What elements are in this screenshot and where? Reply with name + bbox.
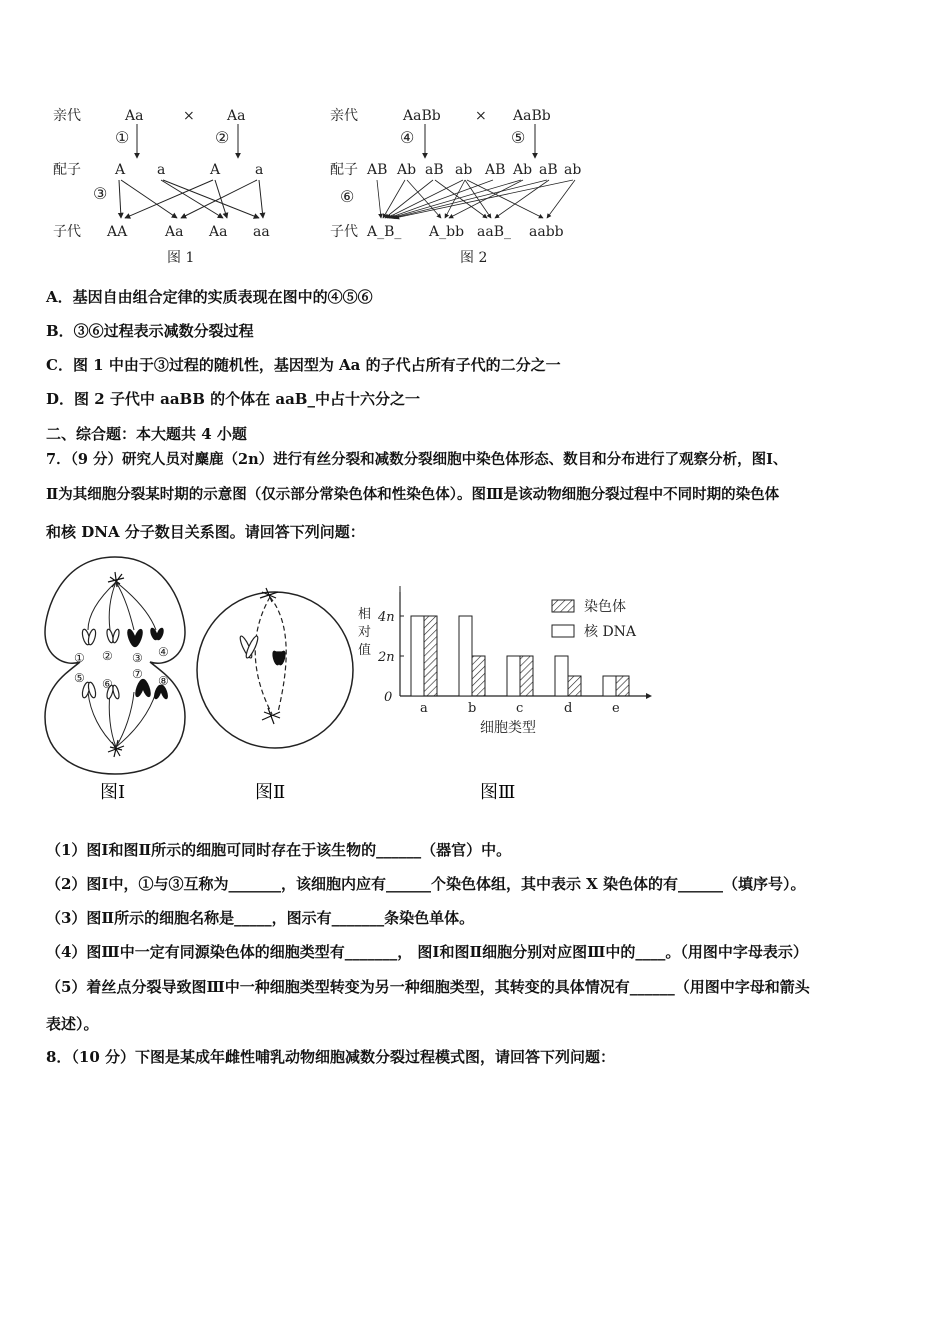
fig2-gamete-1: Ab [397, 162, 417, 178]
bar-dna-d [555, 656, 568, 696]
chart-ytick-2: 4n [378, 610, 395, 625]
chart-category-d: d [564, 701, 573, 716]
option-a: A．基因自由组合定律的实质表现在图中的④⑤⑥ [46, 288, 373, 306]
legend-swatch-dna [552, 625, 574, 637]
fig1-step1: ① [115, 128, 130, 147]
q7-sub5-line2: 表述）。 [46, 1015, 99, 1033]
cell-number-4: ④ [158, 645, 169, 659]
bar-chromosome-b [472, 656, 485, 696]
fig2-gamete-2: aB [425, 162, 444, 178]
bar-chromosome-e [616, 676, 629, 696]
legend-chromosome: 染色体 [584, 599, 626, 615]
fig2-offspring-1: A_bb [429, 224, 465, 240]
q7-line2: Ⅱ为其细胞分裂某时期的示意图（仅示部分常染色体和性染色体）。图Ⅲ是该动物细胞分裂过程中不同时期的染色体 [46, 486, 780, 503]
figure-iii-chart [358, 586, 652, 803]
option-d: D．图 2 子代中 aaBB 的个体在 aaB_中占十六分之一 [46, 390, 420, 408]
chart-category-b: b [468, 701, 477, 716]
fig2-gamete-label: 配子 [330, 162, 358, 178]
section-title: 二、综合题：本大题共 4 小题 [46, 425, 247, 443]
fig2-cross: × [475, 108, 487, 124]
fig2-gamete-5: Ab [513, 162, 533, 178]
q7-line3: 和核 DNA 分子数目关系图。请回答下列问题： [46, 523, 365, 541]
fig2-gamete-4: AB [485, 162, 506, 178]
fig1-gamete-1: a [157, 162, 166, 178]
bar-dna-b [459, 616, 472, 696]
cell-number-5: ⑤ [74, 671, 85, 685]
legend-swatch-chromosome [552, 600, 574, 612]
cell-number-7: ⑦ [132, 667, 143, 681]
q7-sub4: （4）图Ⅲ中一定有同源染色体的细胞类型有_______， 图Ⅰ和图Ⅱ细胞分别对应图Ⅲ中的____。（用图中字母表示） [46, 943, 808, 961]
chart-ytick-0: 0 [384, 690, 393, 705]
fig1-step2: ② [215, 128, 230, 147]
figure-i-cell [45, 557, 185, 803]
fig1-gamete-2: A [210, 162, 221, 178]
fig1-caption: 图 1 [167, 250, 195, 266]
figure-iii-caption: 图Ⅲ [480, 782, 516, 803]
fig1-step3: ③ [93, 184, 108, 203]
cell-number-3: ③ [132, 651, 143, 665]
bar-chromosome-d [568, 676, 581, 696]
cell-number-1: ① [74, 651, 85, 665]
chart-ylabel-char-1: 对 [358, 625, 372, 640]
cell-number-8: ⑧ [158, 674, 169, 688]
fig2-offspring-3: aabb [529, 224, 564, 240]
fig2-offspring-2: aaB_ [477, 224, 511, 240]
figure-ii-caption: 图Ⅱ [255, 782, 286, 803]
fig1-gamete-3: a [255, 162, 264, 178]
fig2-offspring-label: 子代 [330, 224, 358, 240]
cell-division-figures [40, 552, 680, 814]
fig1-cross: × [183, 108, 195, 124]
chart-ylabel [358, 606, 371, 658]
fig2-gamete-0: AB [367, 162, 388, 178]
figure-ii-cell [197, 588, 353, 803]
fig2-step4: ④ [400, 128, 415, 147]
fig2-gamete-7: ab [564, 162, 582, 178]
fig1-parent-label: 亲代 [53, 108, 81, 124]
fig1-gamete-0: A [115, 162, 126, 178]
fig2-gamete-6: aB [539, 162, 558, 178]
q7-line1: 7．（9 分）研究人员对麋鹿（2n）进行有丝分裂和减数分裂细胞中染色体形态、数目和分布进行了观察分析，图Ⅰ、 [46, 451, 788, 468]
fig2-parent1: AaBb [403, 108, 441, 124]
fig1-offspring-1: Aa [165, 224, 184, 240]
q7-sub5-line1: （5）着丝点分裂导致图Ⅲ中一种细胞类型转变为另一种细胞类型，其转变的具体情况有______（用图中字母和箭头 [46, 978, 810, 996]
fig1-offspring-0: AA [107, 224, 128, 240]
fig1-gamete-label: 配子 [53, 162, 81, 178]
chart-category-a: a [420, 701, 428, 716]
bar-chromosome-c [520, 656, 533, 696]
bar-dna-a [411, 616, 424, 696]
fig1-offspring-3: aa [253, 224, 270, 240]
option-c: C．图 1 中由于③过程的随机性，基因型为 Aa 的子代占所有子代的二分之一 [46, 356, 561, 374]
chart-ylabel-char-0: 相 [358, 607, 372, 622]
chart-category-c: c [516, 701, 524, 716]
q8-line1: 8．（10 分）下图是某成年雌性哺乳动物细胞减数分裂过程模式图，请回答下列问题： [46, 1048, 616, 1066]
fig2-step5: ⑤ [511, 128, 526, 147]
chart-ytick-1: 2n [378, 650, 395, 665]
cross-diagrams [45, 98, 605, 273]
fig2-gamete-3: ab [455, 162, 473, 178]
fig1-parent1: Aa [125, 108, 144, 124]
legend-dna: 核 DNA [584, 624, 637, 640]
q7-sub1: （1）图Ⅰ和图Ⅱ所示的细胞可同时存在于该生物的______（器官）中。 [46, 841, 512, 859]
bar-dna-c [507, 656, 520, 696]
q7-sub3: （3）图Ⅱ所示的细胞名称是_____，图示有_______条染色单体。 [46, 909, 475, 927]
option-b: B．③⑥过程表示减数分裂过程 [46, 322, 254, 340]
fig1-offspring-label: 子代 [53, 224, 81, 240]
q7-sub2: （2）图Ⅰ中，①与③互称为_______，该细胞内应有______个染色体组，其中表示 X 染色体的有______（填序号）。 [46, 875, 806, 893]
fig1-offspring-2: Aa [209, 224, 228, 240]
chart-category-e: e [612, 701, 620, 716]
cell-number-2: ② [102, 649, 113, 663]
fig1-parent2: Aa [227, 108, 246, 124]
chart-ylabel-char-2: 值 [358, 643, 372, 658]
fig2-parent2: AaBb [513, 108, 551, 124]
bar-dna-e [603, 676, 616, 696]
bar-chromosome-a [424, 616, 437, 696]
fig2-caption: 图 2 [460, 250, 488, 266]
chart-xlabel: 细胞类型 [480, 720, 536, 736]
figure-i-caption: 图Ⅰ [100, 782, 126, 803]
cell-number-6: ⑥ [102, 677, 113, 691]
fig2-parent-label: 亲代 [330, 108, 358, 124]
fig2-offspring-0: A_B_ [367, 224, 402, 240]
fig2-step6: ⑥ [340, 187, 355, 206]
